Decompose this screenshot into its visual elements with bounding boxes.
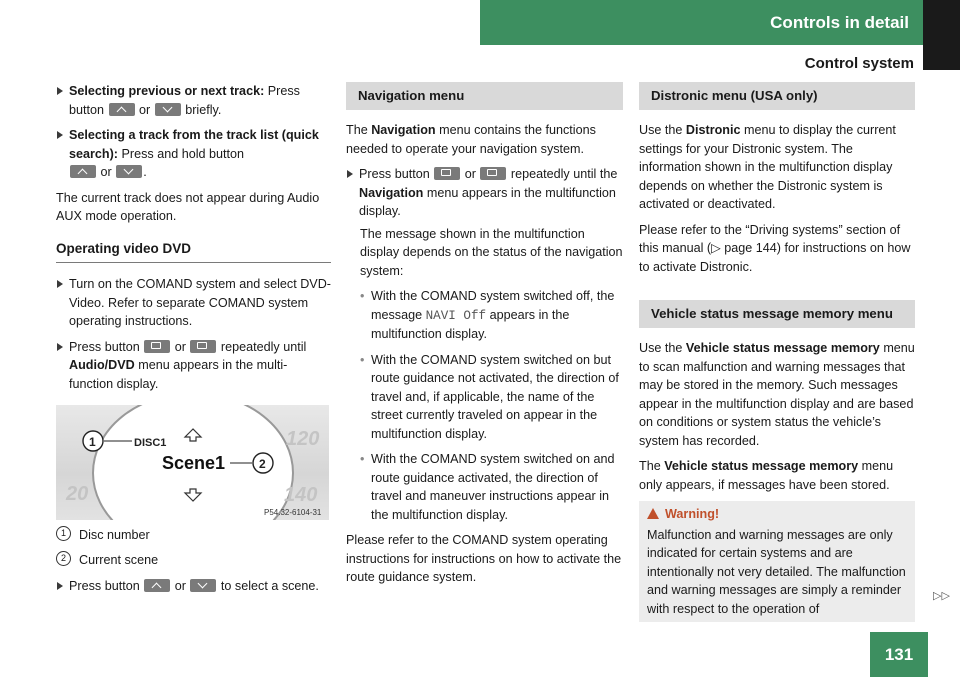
scene-label: Scene1 [162, 453, 226, 473]
legend-item: 2 Current scene [56, 551, 331, 570]
instruction-select-scene: Press button or to select a scene. [56, 577, 331, 596]
subsection-title: Control system [804, 55, 914, 72]
down-button-icon [116, 165, 142, 178]
aux-note: The current track does not appear during Audio AUX mode operation. [56, 190, 320, 223]
svg-text:2: 2 [259, 457, 266, 471]
warning-icon [647, 508, 659, 519]
section-title: Controls in detail [770, 12, 909, 32]
vehicle-status-intro: Use the Vehicle status message memory menu to scan malfunction and warning messages that may be stored in the memory. Such messages appear in the multifunction display and are based on conditions or system status the vehicle’s system has recorded. [639, 341, 915, 448]
page-number: 131 [870, 632, 928, 677]
heading-vehicle-status-memory: Vehicle status message memory menu [639, 300, 915, 328]
speed-120-label: 120 [286, 428, 320, 450]
instruction-prev-next-track: Selecting previous or next track: Press button or briefly. [56, 82, 331, 119]
menu-button-icon [190, 340, 216, 353]
down-button-icon [155, 103, 181, 116]
figure-legend [56, 526, 331, 569]
up-button-icon [144, 579, 170, 592]
distronic-intro: Use the Distronic menu to display the current settings for your Distronic system. The information shown in the multifunction display depends on whether the Distronic system is activated or deactivated. [639, 123, 896, 211]
column-right [639, 82, 915, 622]
navigation-intro: The Navigation menu contains the functions needed to operate your navigation system. [346, 123, 596, 156]
heading-navigation-menu: Navigation menu [346, 82, 623, 110]
warning-box [639, 501, 915, 622]
up-button-icon [109, 103, 135, 116]
menu-button-icon [480, 167, 506, 180]
section-header [480, 0, 923, 45]
svg-text:1: 1 [89, 435, 96, 449]
navigation-status-note: The message shown in the multifunction display depends on the status of the navigation system: [360, 226, 623, 278]
menu-button-icon [144, 340, 170, 353]
down-button-icon [190, 579, 216, 592]
legend-item: 1 Disc number [56, 526, 331, 545]
header-tab-marker-lower [923, 45, 960, 70]
status-item-off: • With the COMAND system switched off, the message NAVI Off appears in the multifunction display. [360, 287, 623, 344]
instruction-navigation-menu: Press button or repeatedly until the Navigation menu appears in the multifunction display. [346, 165, 623, 221]
column-left [56, 82, 331, 603]
header-tab-marker [923, 0, 960, 45]
status-item-guidance: • With the COMAND system switched on and route guidance activated, the direction of travel and maneuver instructions appear in the multifunction display. [360, 450, 623, 524]
instruction-quick-search: Selecting a track from the track list (quick search): Press and hold button or . [56, 126, 331, 182]
instruction-audio-dvd-menu: Press button or repeatedly until Audio/DVD menu appears in the multi-function display. [56, 338, 331, 394]
display-illustration [56, 405, 329, 520]
column-middle [346, 82, 623, 594]
vehicle-status-note: The Vehicle status message memory menu only appears, if messages have been stored. [639, 459, 894, 492]
route-guidance-reference: Please refer to the COMAND system operating instructions for instructions on how to activate the route guidance system. [346, 533, 622, 584]
section-heading-video-dvd: Operating video DVD [56, 240, 331, 264]
disc-label: DISC1 [134, 437, 167, 449]
speed-140-label: 140 [284, 484, 318, 506]
up-button-icon [70, 165, 96, 178]
menu-button-icon [434, 167, 460, 180]
speed-20-label: 20 [66, 483, 89, 505]
warning-text: Malfunction and warning messages are only indicated for certain systems and are intentionally not very detailed. The malfunction and warning messages are simply a reminder with respect to the operation of [647, 527, 906, 616]
instruction-turn-on-comand: Turn on the COMAND system and select DVD-Video. Refer to separate COMAND system operating instructions. [56, 275, 331, 331]
heading-distronic-menu: Distronic menu (USA only) [639, 82, 915, 110]
warning-title: Warning! [647, 505, 907, 524]
figure-code: P54.32-6104-31 [264, 508, 322, 517]
status-item-no-guidance: • With the COMAND system switched on but route guidance not activated, the direction of travel and, if applicable, the name of the street currently traveled on appear in the multifunction display. [360, 351, 623, 444]
continued-icon: ▷▷ [933, 590, 950, 602]
distronic-reference: Please refer to the “Driving systems” section of this manual (▷ page 144) for instructions on how to activate Distronic. [639, 222, 911, 274]
dvd-display-figure [56, 405, 329, 520]
